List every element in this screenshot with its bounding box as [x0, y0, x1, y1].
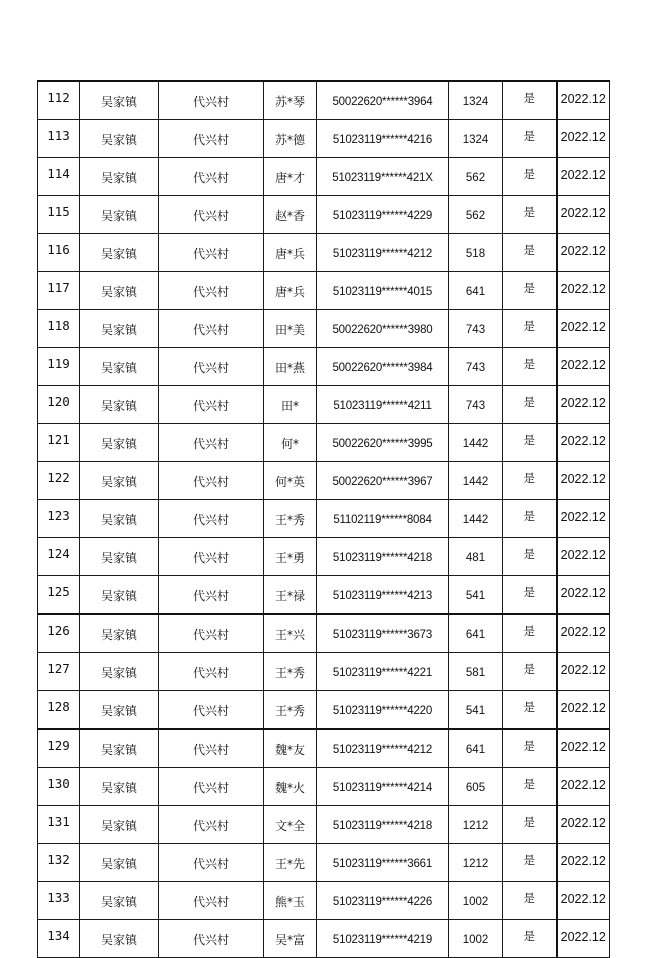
village-cell: 代兴村: [159, 538, 264, 576]
name-cell: 苏*德: [264, 120, 317, 158]
id-number-cell: 51023119******4218: [317, 538, 449, 576]
date-cell: 2022.12: [557, 882, 610, 920]
date-cell: 2022.12: [557, 386, 610, 424]
row-index-cell: 121: [38, 424, 80, 462]
date-cell: 2022.12: [557, 272, 610, 310]
village-cell: 代兴村: [159, 806, 264, 844]
id-number-cell: 50022620******3967: [317, 462, 449, 500]
table-row: [38, 386, 610, 424]
table-row: [38, 348, 610, 386]
town-cell: 吴家镇: [80, 691, 159, 730]
amount-cell: 581: [449, 653, 503, 691]
flag-cell: 是: [503, 500, 557, 538]
town-cell: 吴家镇: [80, 462, 159, 500]
amount-cell: 562: [449, 196, 503, 234]
village-cell: 代兴村: [159, 844, 264, 882]
name-cell: 唐*兵: [264, 234, 317, 272]
id-number-cell: 51023119******4221: [317, 653, 449, 691]
amount-cell: 1442: [449, 462, 503, 500]
amount-cell: 743: [449, 310, 503, 348]
town-cell: 吴家镇: [80, 196, 159, 234]
id-number-cell: 50022620******3995: [317, 424, 449, 462]
flag-cell: 是: [503, 576, 557, 615]
table-row: [38, 806, 610, 844]
name-cell: 魏*友: [264, 729, 317, 768]
date-cell: 2022.12: [557, 576, 610, 615]
flag-cell: 是: [503, 234, 557, 272]
flag-cell: 是: [503, 196, 557, 234]
date-cell: 2022.12: [557, 768, 610, 806]
name-cell: 熊*玉: [264, 882, 317, 920]
date-cell: 2022.12: [557, 691, 610, 730]
village-cell: 代兴村: [159, 81, 264, 120]
name-cell: 王*兴: [264, 614, 317, 653]
id-number-cell: 51023119******4226: [317, 882, 449, 920]
name-cell: 魏*火: [264, 768, 317, 806]
flag-cell: 是: [503, 614, 557, 653]
town-cell: 吴家镇: [80, 500, 159, 538]
amount-cell: 605: [449, 768, 503, 806]
id-number-cell: 51023119******4211: [317, 386, 449, 424]
flag-cell: 是: [503, 768, 557, 806]
row-index-cell: 128: [38, 691, 80, 730]
roster-body: [38, 81, 610, 958]
id-number-cell: 51023119******4218: [317, 806, 449, 844]
row-index-cell: 115: [38, 196, 80, 234]
id-number-cell: 51023119******3661: [317, 844, 449, 882]
flag-cell: 是: [503, 424, 557, 462]
id-number-cell: 51023119******4219: [317, 920, 449, 958]
name-cell: 王*勇: [264, 538, 317, 576]
flag-cell: 是: [503, 920, 557, 958]
amount-cell: 562: [449, 158, 503, 196]
flag-cell: 是: [503, 272, 557, 310]
id-number-cell: 50022620******3984: [317, 348, 449, 386]
table-row: [38, 920, 610, 958]
date-cell: 2022.12: [557, 806, 610, 844]
name-cell: 吴*富: [264, 920, 317, 958]
amount-cell: 1324: [449, 81, 503, 120]
row-index-cell: 129: [38, 729, 80, 768]
table-row: [38, 844, 610, 882]
flag-cell: 是: [503, 81, 557, 120]
village-cell: 代兴村: [159, 196, 264, 234]
town-cell: 吴家镇: [80, 234, 159, 272]
amount-cell: 1442: [449, 424, 503, 462]
row-index-cell: 117: [38, 272, 80, 310]
town-cell: 吴家镇: [80, 120, 159, 158]
table-row: [38, 81, 610, 120]
town-cell: 吴家镇: [80, 310, 159, 348]
id-number-cell: 51023119******4015: [317, 272, 449, 310]
amount-cell: 641: [449, 729, 503, 768]
village-cell: 代兴村: [159, 920, 264, 958]
row-index-cell: 130: [38, 768, 80, 806]
amount-cell: 743: [449, 348, 503, 386]
amount-cell: 1002: [449, 920, 503, 958]
id-number-cell: 51023119******4216: [317, 120, 449, 158]
table-row: [38, 424, 610, 462]
town-cell: 吴家镇: [80, 614, 159, 653]
name-cell: 唐*才: [264, 158, 317, 196]
village-cell: 代兴村: [159, 158, 264, 196]
id-number-cell: 51023119******4212: [317, 234, 449, 272]
village-cell: 代兴村: [159, 653, 264, 691]
town-cell: 吴家镇: [80, 729, 159, 768]
table-row: [38, 310, 610, 348]
town-cell: 吴家镇: [80, 81, 159, 120]
town-cell: 吴家镇: [80, 576, 159, 615]
date-cell: 2022.12: [557, 500, 610, 538]
row-index-cell: 133: [38, 882, 80, 920]
amount-cell: 641: [449, 272, 503, 310]
table-row: [38, 653, 610, 691]
id-number-cell: 51023119******4220: [317, 691, 449, 730]
flag-cell: 是: [503, 844, 557, 882]
village-cell: 代兴村: [159, 882, 264, 920]
row-index-cell: 120: [38, 386, 80, 424]
date-cell: 2022.12: [557, 234, 610, 272]
flag-cell: 是: [503, 348, 557, 386]
flag-cell: 是: [503, 729, 557, 768]
date-cell: 2022.12: [557, 310, 610, 348]
town-cell: 吴家镇: [80, 386, 159, 424]
date-cell: 2022.12: [557, 462, 610, 500]
date-cell: 2022.12: [557, 653, 610, 691]
row-index-cell: 114: [38, 158, 80, 196]
table-row: [38, 768, 610, 806]
table-row: [38, 500, 610, 538]
date-cell: 2022.12: [557, 538, 610, 576]
name-cell: 田*美: [264, 310, 317, 348]
amount-cell: 641: [449, 614, 503, 653]
date-cell: 2022.12: [557, 920, 610, 958]
village-cell: 代兴村: [159, 729, 264, 768]
name-cell: 王*先: [264, 844, 317, 882]
village-cell: 代兴村: [159, 120, 264, 158]
table-row: [38, 729, 610, 768]
town-cell: 吴家镇: [80, 158, 159, 196]
table-row: [38, 691, 610, 730]
village-cell: 代兴村: [159, 691, 264, 730]
row-index-cell: 123: [38, 500, 80, 538]
row-index-cell: 124: [38, 538, 80, 576]
village-cell: 代兴村: [159, 576, 264, 615]
id-number-cell: 51023119******421X: [317, 158, 449, 196]
table-row: [38, 272, 610, 310]
row-index-cell: 131: [38, 806, 80, 844]
village-cell: 代兴村: [159, 348, 264, 386]
table-row: [38, 462, 610, 500]
table-row: [38, 234, 610, 272]
row-index-cell: 113: [38, 120, 80, 158]
flag-cell: 是: [503, 538, 557, 576]
town-cell: 吴家镇: [80, 768, 159, 806]
row-index-cell: 126: [38, 614, 80, 653]
amount-cell: 541: [449, 691, 503, 730]
flag-cell: 是: [503, 386, 557, 424]
village-cell: 代兴村: [159, 462, 264, 500]
village-cell: 代兴村: [159, 310, 264, 348]
flag-cell: 是: [503, 158, 557, 196]
date-cell: 2022.12: [557, 614, 610, 653]
date-cell: 2022.12: [557, 158, 610, 196]
table-row: [38, 614, 610, 653]
id-number-cell: 50022620******3980: [317, 310, 449, 348]
flag-cell: 是: [503, 310, 557, 348]
flag-cell: 是: [503, 806, 557, 844]
village-cell: 代兴村: [159, 500, 264, 538]
town-cell: 吴家镇: [80, 882, 159, 920]
town-cell: 吴家镇: [80, 538, 159, 576]
name-cell: 王*秀: [264, 653, 317, 691]
name-cell: 何*英: [264, 462, 317, 500]
id-number-cell: 51023119******4229: [317, 196, 449, 234]
table-row: [38, 158, 610, 196]
id-number-cell: 51102119******8084: [317, 500, 449, 538]
town-cell: 吴家镇: [80, 806, 159, 844]
amount-cell: 518: [449, 234, 503, 272]
name-cell: 王*秀: [264, 500, 317, 538]
date-cell: 2022.12: [557, 424, 610, 462]
amount-cell: 1442: [449, 500, 503, 538]
town-cell: 吴家镇: [80, 653, 159, 691]
table-row: [38, 196, 610, 234]
id-number-cell: 51023119******4212: [317, 729, 449, 768]
date-cell: 2022.12: [557, 729, 610, 768]
amount-cell: 1324: [449, 120, 503, 158]
village-cell: 代兴村: [159, 614, 264, 653]
id-number-cell: 51023119******4214: [317, 768, 449, 806]
flag-cell: 是: [503, 653, 557, 691]
name-cell: 唐*兵: [264, 272, 317, 310]
village-cell: 代兴村: [159, 424, 264, 462]
village-cell: 代兴村: [159, 234, 264, 272]
flag-cell: 是: [503, 462, 557, 500]
name-cell: 田*: [264, 386, 317, 424]
village-cell: 代兴村: [159, 386, 264, 424]
flag-cell: 是: [503, 882, 557, 920]
row-index-cell: 116: [38, 234, 80, 272]
flag-cell: 是: [503, 691, 557, 730]
id-number-cell: 50022620******3964: [317, 81, 449, 120]
name-cell: 赵*香: [264, 196, 317, 234]
roster-table: [37, 80, 610, 958]
date-cell: 2022.12: [557, 196, 610, 234]
row-index-cell: 112: [38, 81, 80, 120]
table-row: [38, 538, 610, 576]
village-cell: 代兴村: [159, 272, 264, 310]
name-cell: 文*全: [264, 806, 317, 844]
flag-cell: 是: [503, 120, 557, 158]
town-cell: 吴家镇: [80, 272, 159, 310]
table-row: [38, 120, 610, 158]
town-cell: 吴家镇: [80, 844, 159, 882]
table-row: [38, 882, 610, 920]
name-cell: 田*燕: [264, 348, 317, 386]
row-index-cell: 125: [38, 576, 80, 615]
town-cell: 吴家镇: [80, 920, 159, 958]
amount-cell: 1212: [449, 806, 503, 844]
id-number-cell: 51023119******3673: [317, 614, 449, 653]
name-cell: 苏*琴: [264, 81, 317, 120]
row-index-cell: 127: [38, 653, 80, 691]
table-row: [38, 576, 610, 615]
village-cell: 代兴村: [159, 768, 264, 806]
amount-cell: 541: [449, 576, 503, 615]
name-cell: 王*禄: [264, 576, 317, 615]
town-cell: 吴家镇: [80, 348, 159, 386]
date-cell: 2022.12: [557, 348, 610, 386]
date-cell: 2022.12: [557, 844, 610, 882]
row-index-cell: 132: [38, 844, 80, 882]
row-index-cell: 118: [38, 310, 80, 348]
name-cell: 王*秀: [264, 691, 317, 730]
id-number-cell: 51023119******4213: [317, 576, 449, 615]
date-cell: 2022.12: [557, 81, 610, 120]
row-index-cell: 134: [38, 920, 80, 958]
town-cell: 吴家镇: [80, 424, 159, 462]
amount-cell: 1002: [449, 882, 503, 920]
amount-cell: 743: [449, 386, 503, 424]
amount-cell: 481: [449, 538, 503, 576]
row-index-cell: 119: [38, 348, 80, 386]
amount-cell: 1212: [449, 844, 503, 882]
name-cell: 何*: [264, 424, 317, 462]
row-index-cell: 122: [38, 462, 80, 500]
date-cell: 2022.12: [557, 120, 610, 158]
